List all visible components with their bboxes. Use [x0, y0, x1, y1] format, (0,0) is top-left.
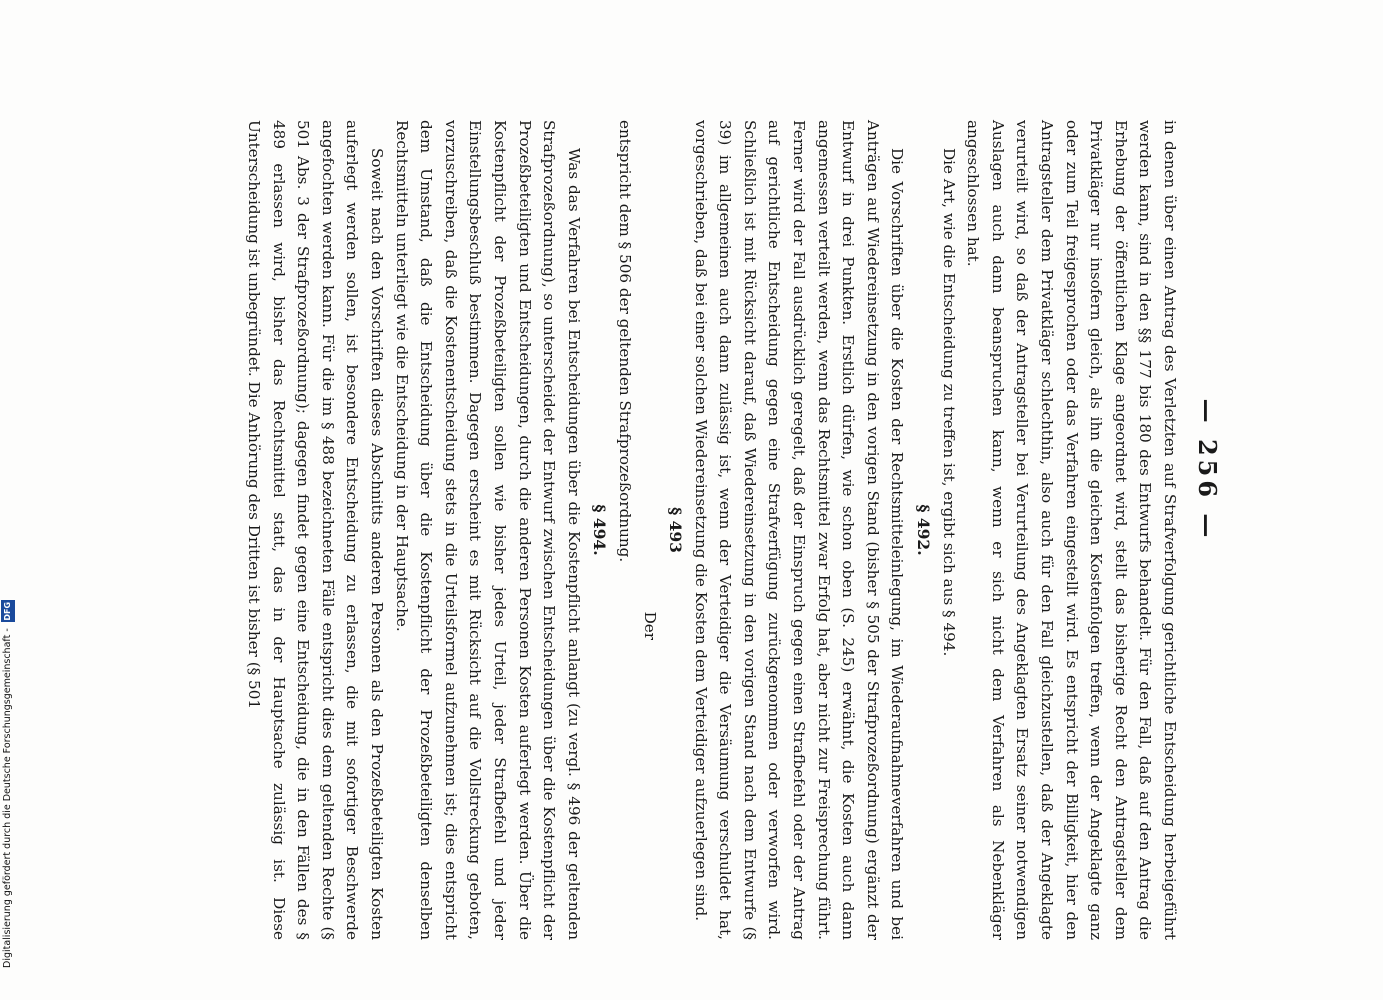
section-494-paragraph-2: Soweit nach den Vorschriften dieses Abschnitts anderen Personen als den Prozeßbeteiligten Kosten auferlegt werden sollen, ist besondere Entscheidung zu erlassen, die mit sofortiger Beschwerde angefochten werden kann. Für die im § 488 bezeichneten Fälle entspricht dies dem geltenden Rechte (§ 501 Abs. 3 der Strafprozeßordnung); dagegen findet gegen eine Entscheidung, die in den Fällen des § 489 erlassen wird, bisher das Rechtsmittel statt, das in der Hauptsache zulässig ist. Diese Unterscheidung ist unbegründet. Die Anhörung des Dritten ist bisher (§ 501: [245, 120, 386, 940]
section-heading-492: § 492.: [914, 504, 934, 556]
section-492-text: Die Vorschriften über die Kosten der Rechtsmitteleinlegung, im Wiederaufnahmeverfahren und bei Anträgen auf Wiedereinsetzung in den vorigen Stand (bisher § 505 der Strafprozeßordnung) ergänzt der Entwurf in drei Punkten. Erstlich dürfen, wie schon oben (S. 245) erwähnt, die Kosten auch dann angemessen verteilt werden, wenn das Rechtsmittel zwar Erfolg hat, aber nicht zur Freisprechung führt. Ferner wird der Fall ausdrücklich geregelt, daß der Einspruch gegen einen Strafbefehl oder der Antrag auf gerichtliche Entscheidung gegen eine Strafverfügung zurückgenommen oder verworfen wird. Schließlich ist mit Rücksicht darauf, daß Wiedereinsetzung in den vorigen Stand nach dem Entwurfe (§ 39) im allgemeinen auch dann zulässig ist, wenn der Verteidiger die Versäumung verschuldet hat, vorgeschrieben, daß bei einer solchen Wiedereinsetzung die Kosten dem Verteidiger aufzuerlegen sind.: [691, 120, 907, 940]
digitization-note: [0, 0, 16, 1000]
section-heading-493: § 493: [666, 507, 686, 553]
page-number: — 256 —: [1193, 398, 1222, 542]
digitization-note-text: Digitalisierung gefördert durch die Deutsche Forschungsgemeinschaft -: [2, 628, 13, 968]
section-494-paragraph-1: Was das Verfahren bei Entscheidungen über die Kostenpflicht anlangt (zu vergl. § 496 der geltenden Strafprozeßordnung), so unterscheidet der Entwurf zwischen Entscheidungen über die Kostenpflicht der Prozeßbeteiligten und Entscheidungen, durch die anderen Personen Kosten auferlegt werden. Über die Kostenpflicht der Prozeßbeteiligten sollen wie bisher jedes Urteil, jeder Strafbefehl und jeder Einstellungsbeschluß bestimmen. Dagegen erscheint es mit Rücksicht auf die Vollstreckung geboten, vorzuschreiben, daß die Kostenentscheidung stets in die Urteilsformel aufzunehmen ist; dies entspricht dem Umstand, daß die Entscheidung über die Kostenpflicht der Prozeßbeteiligten denselben Rechtsmitteln unterliegt wie die Entscheidung in der Hauptsache.: [392, 120, 583, 940]
dfg-logo: DFG: [1, 600, 15, 622]
paragraph-continuation: in denen über einen Antrag des Verletzten auf Strafverfolgung gerichtliche Entscheidung herbeigeführt werden kann, sind in den §§ 177 bis 180 des Entwurfs behandelt. Für den Fall, daß auf den Antrag die Erhebung der öffentlichen Klage angeordnet wird, stellt das bisherige Recht den Antragsteller dem Privatkläger nur insofern gleich, als ihn die gleichen Kostenfolgen treffen, wenn der Angeklagte ganz oder zum Teil freigesprochen oder das Verfahren eingestellt wird. Es entspricht der Billigkeit, hier den Antragsteller dem Privatkläger schlechthin, also auch für den Fall gleichzustellen, daß der Angeklagte verurteilt wird, so daß der Antragsteller bei Verurteilung des Angeklagten Ersatz seiner notwendigen Auslagen auch dann beanspruchen kann, wenn er sich nicht dem Verfahren als Nebenkläger angeschlossen hat.: [964, 120, 1179, 940]
rotated-page-content: [100, 0, 1240, 940]
catchword-der: Der: [640, 611, 659, 640]
section-heading-494: § 494.: [590, 504, 610, 556]
paragraph-art-entscheidung: Die Art, wie die Entscheidung zu treffen ist, ergibt sich aus § 494.: [939, 148, 958, 657]
section-493-text: entspricht dem § 506 der geltenden Strafprozeßordnung.: [615, 120, 634, 563]
page-body: [241, 120, 1182, 940]
